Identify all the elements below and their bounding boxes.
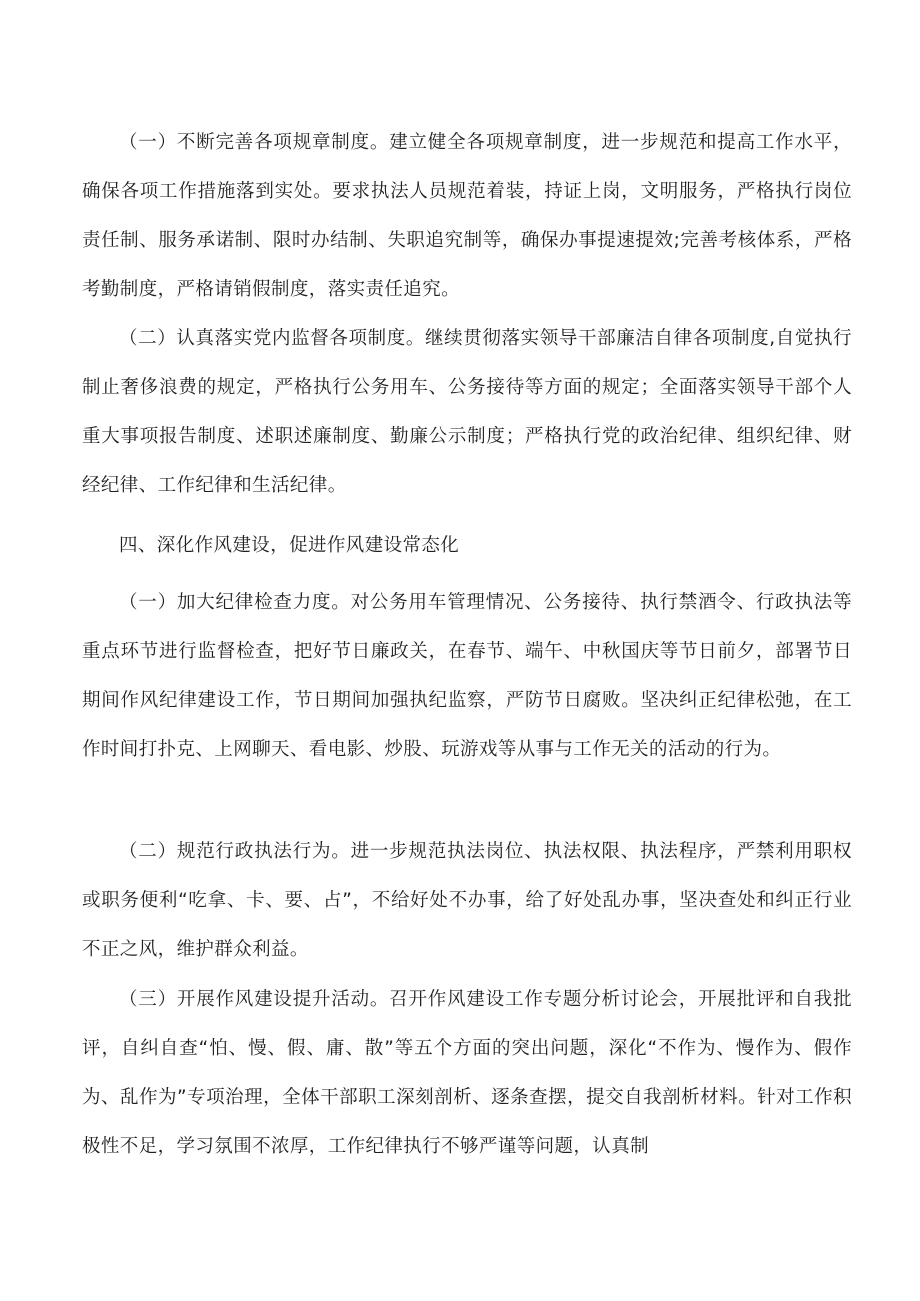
paragraph-party-supervision: （二）认真落实党内监督各项制度。继续贯彻落实领导干部廉洁自律各项制度,自觉执行制止奢侈浪费的规定，严格执行公务用车、公务接待等方面的规定；全面落实领导干部个人重大事项报告制度、述职述廉制度、勤廉公示制度；严格执行党的政治纪律、组织纪律、财经纪律、工作纪律和生活纪律。 (82, 328, 852, 496)
paragraph-discipline-inspection: （一）加大纪律检查力度。对公务用车管理情况、公务接待、执行禁酒令、行政执法等重点环节进行监督检查，把好节日廉政关，在春节、端午、中秋国庆等节日前夕，部署节日期间作风纪律建设工作，节日期间加强执纪监察，严防节日腐败。坚决纠正纪律松弛，在工作时间打扑克、上网聊天、看电影、炒股、玩游戏等从事与工作无关的活动的行为。 (82, 592, 852, 760)
paragraph-style-improvement: （三）开展作风建设提升活动。召开作风建设工作专题分析讨论会，开展批评和自我批评，自纠自查“怕、慢、假、庸、散”等五个方面的突出问题，深化“不作为、慢作为、假作为、乱作为”专项治理，全体干部职工深刻剖析、逐条查摆，提交自我剖析材料。针对工作积极性不足，学习氛围不浓厚，工作纪律执行不够严谨等问题，认真制 (82, 989, 852, 1157)
paragraph-law-enforcement: （二）规范行政执法行为。进一步规范执法岗位、执法权限、执法程序，严禁利用职权或职务便利“吃拿、卡、要、占”，不给好处不办事，给了好处乱办事，坚决查处和纠正行业不正之风，维护群众利益。 (82, 841, 852, 960)
paragraph-improve-regulations: （一）不断完善各项规章制度。建立健全各项规章制度，进一步规范和提高工作水平，确保各项工作措施落到实处。要求执法人员规范着装，持证上岗，文明服务，严格执行岗位责任制、服务承诺制、限时办结制、失职追究制等，确保办事提速提效;完善考核体系，严格考勤制度，严格请销假制度，落实责任追究。 (82, 132, 852, 300)
section-heading-work-style: 四、深化作风建设，促进作风建设常态化 (119, 535, 460, 556)
